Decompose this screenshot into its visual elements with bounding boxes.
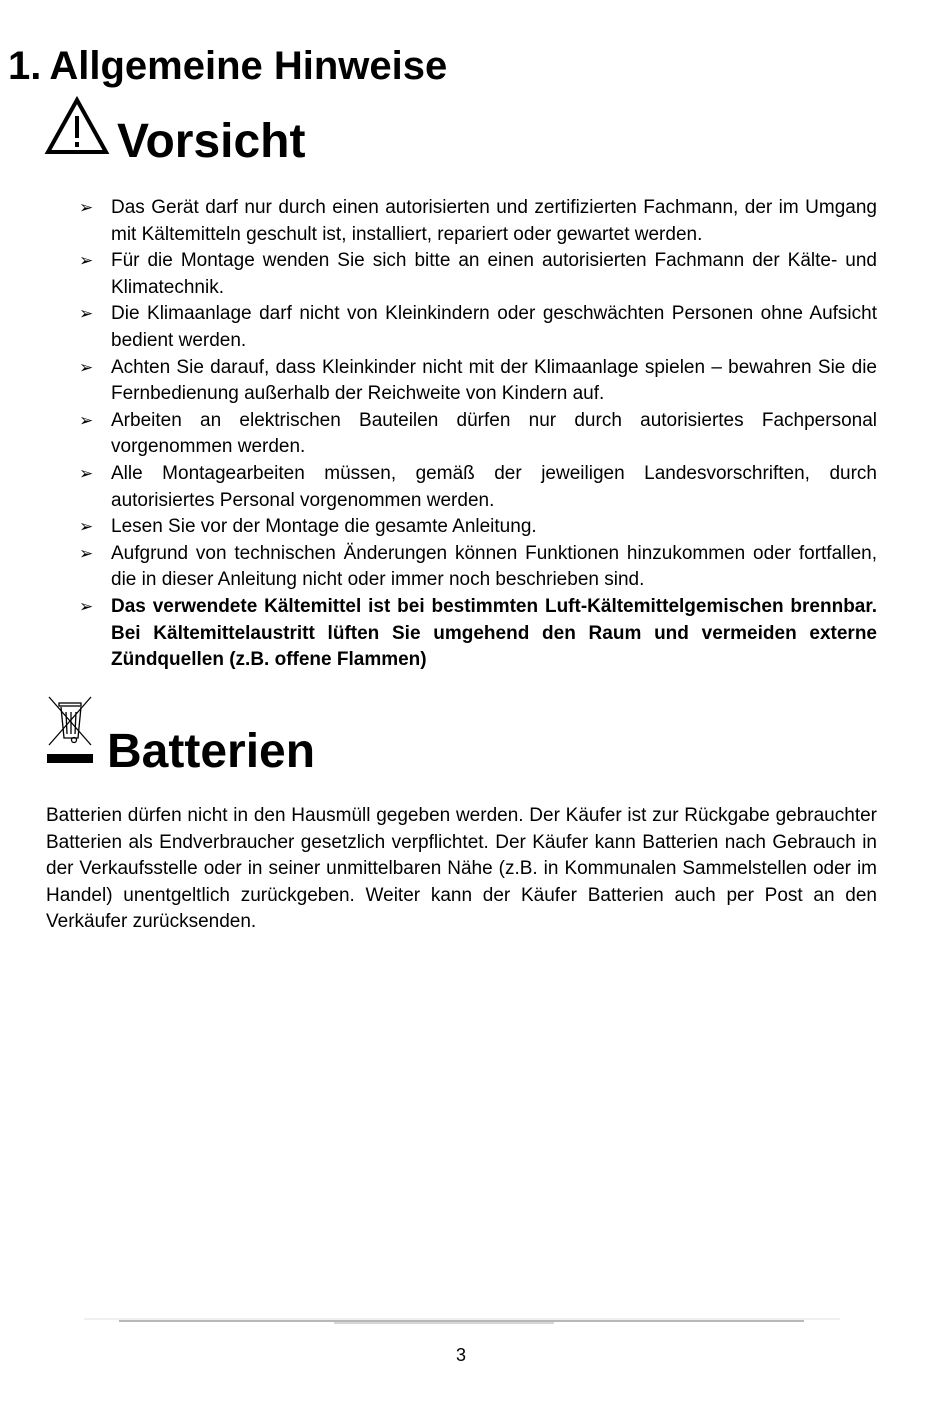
bullet-arrow-icon: ➢: [79, 198, 94, 218]
list-item-text: Die Klimaanlage darf nicht von Kleinkindern oder geschwächten Personen ohne Aufsicht bedient werden.: [111, 303, 877, 351]
vorsicht-list: [79, 195, 877, 674]
list-item: [79, 355, 877, 408]
list-item: [79, 594, 877, 674]
warning-triangle-icon: [44, 96, 110, 158]
list-item-text: Aufgrund von technischen Änderungen können Funktionen hinzukommen oder fortfallen, die in dieser Anleitung nicht oder immer noch beschrieben sind.: [111, 542, 877, 591]
list-item-text: Alle Montagearbeiten müssen, gemäß der jeweiligen Landesvorschriften, durch autorisiertes Personal vorgenommen werden.: [111, 462, 877, 511]
bullet-arrow-icon: ➢: [79, 304, 94, 325]
list-item-text: Achten Sie darauf, dass Kleinkinder nicht mit der Klimaanlage spielen – bewahren Sie die Fernbedienung außerhalb der Reichweite von Kindern auf.: [111, 356, 877, 405]
crossed-out-wheelie-bin-icon: [45, 694, 97, 768]
list-item-text: Arbeiten an elektrischen Bauteilen dürfen nur durch autorisiertes Fachpersonal vorgenommen werden.: [111, 409, 877, 458]
list-item: [79, 461, 877, 514]
list-item: [79, 541, 877, 594]
page-number: 3: [455, 1345, 466, 1365]
footer-divider: [84, 1315, 840, 1327]
list-item-text: Lesen Sie vor der Montage die gesamte Anleitung.: [111, 516, 537, 538]
section-number: 1.: [8, 44, 42, 88]
bullet-arrow-icon: ➢: [79, 543, 94, 564]
batterien-paragraph: Batterien dürfen nicht in den Hausmüll gegeben werden. Der Käufer ist zur Rückgabe gebrauchter Batterien als Endverbraucher gesetzlich verpflichtet. Der Käufer kann Batterien nach Gebrauch in der Verkaufsstelle oder in seiner unmittelbaren Nähe (z.B. in Kommunalen Sammelstellen oder im Handel) unentgeltlich zurückgeben. Weiter kann der Käufer Batterien auch per Post an den Verkäufer zurücksenden.: [46, 805, 877, 933]
section-title: Allgemeine Hinweise: [49, 44, 448, 88]
bullet-arrow-icon: ➢: [79, 357, 94, 378]
bullet-arrow-icon: ➢: [79, 517, 94, 538]
bullet-arrow-icon: ➢: [79, 410, 94, 431]
list-item: [79, 301, 877, 354]
list-item-text: Das verwendete Kältemittel ist bei bestimmten Luft-Kältemittelgemischen brennbar. Bei Kältemittelaustritt lüften Sie umgehend den Raum und vermeiden externe Zündquellen (z.B. offene Flammen): [111, 595, 877, 671]
list-item: [79, 408, 877, 461]
list-item-text: Das Gerät darf nur durch einen autorisierten und zertifizierten Fachmann, der im Umgang mit Kältemitteln geschult ist, installiert, repariert oder gewartet werden.: [111, 197, 877, 245]
section-heading: [8, 42, 447, 90]
bullet-arrow-icon: ➢: [79, 463, 94, 484]
vorsicht-title: Vorsicht: [117, 115, 306, 168]
list-item: [79, 514, 877, 541]
bullet-arrow-icon: ➢: [79, 251, 94, 272]
bullet-arrow-icon: ➢: [79, 596, 94, 617]
list-item: [79, 248, 877, 301]
batterien-title: Batterien: [107, 725, 316, 778]
list-item: [79, 195, 877, 248]
list-item-text: Für die Montage wenden Sie sich bitte an einen autorisierten Fachmann der Kälte- und Klimatechnik.: [111, 250, 877, 298]
